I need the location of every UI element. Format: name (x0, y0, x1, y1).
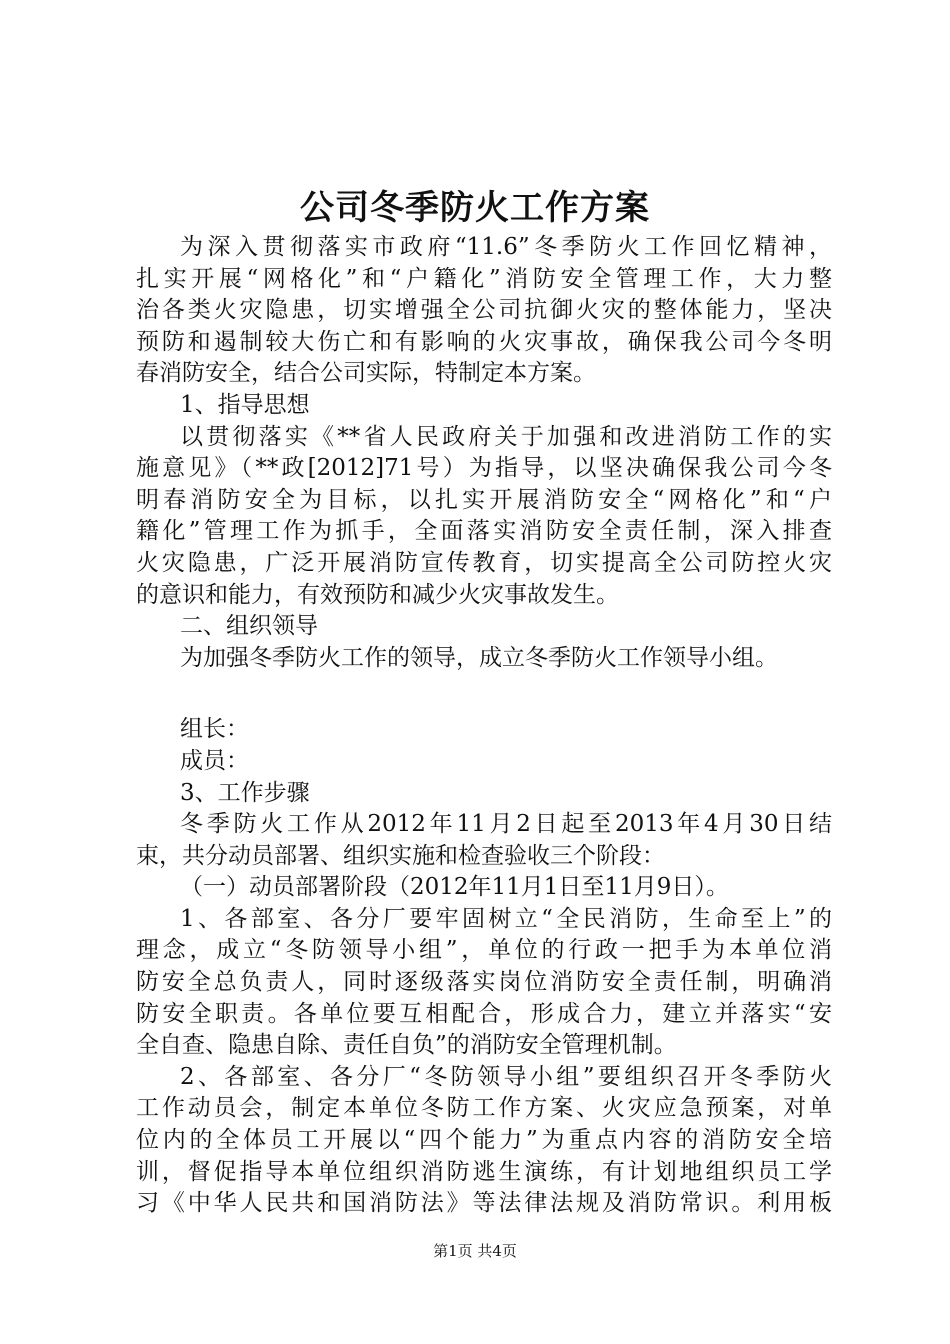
body-line: 习《中华人民共和国消防法》等法律法规及消防常识。利用板 (136, 1190, 832, 1217)
body-line: 1、各部室、各分厂要牢固树立“全民消防，生命至上”的 (180, 905, 832, 932)
body-line: 防安全总负责人，同时逐级落实岗位消防安全责任制，明确消 (136, 969, 832, 996)
group-leader-label: 组长： (180, 716, 249, 743)
page-footer: 第1页 共4页 (433, 1242, 517, 1260)
body-line: 以贯彻落实《**省人民政府关于加强和改进消防工作的实 (180, 423, 832, 450)
body-line: 工作动员会，制定本单位冬防工作方案、火灾应急预案，对单 (136, 1095, 832, 1122)
body-line: 火灾隐患，广泛开展消防宣传教育，切实提高全公司防控火灾 (136, 549, 832, 576)
body-line: 预防和遏制较大伤亡和有影响的火灾事故，确保我公司今冬明 (136, 328, 832, 355)
body-line: 全自查、隐患自除、责任自负”的消防安全管理机制。 (136, 1032, 677, 1059)
body-line: 扎实开展“网格化”和“户籍化”消防安全管理工作，大力整 (136, 265, 832, 292)
section-heading: 1、指导思想 (180, 391, 310, 418)
body-line: 春消防安全，结合公司实际，特制定本方案。 (136, 360, 596, 387)
body-line: 的意识和能力，有效预防和减少火灾事故发生。 (136, 581, 619, 608)
body-line: 2、各部室、各分厂“冬防领导小组”要组织召开冬季防火 (180, 1063, 832, 1090)
body-line: 位内的全体员工开展以“四个能力”为重点内容的消防安全培 (136, 1127, 832, 1154)
body-line: 籍化”管理工作为抓手，全面落实消防安全责任制，深入排查 (136, 518, 832, 545)
body-line: 为深入贯彻落实市政府“11.6”冬季防火工作回忆精神， (180, 234, 832, 260)
section-heading: 3、工作步骤 (180, 779, 310, 806)
blank-space (136, 674, 832, 714)
body-line: 训，督促指导本单位组织消防逃生演练，有计划地组织员工学 (136, 1158, 832, 1185)
body-line: 治各类火灾隐患，切实增强全公司抗御火灾的整体能力，坚决 (136, 297, 832, 324)
document-title: 公司冬季防火工作方案 (300, 188, 650, 228)
body-line: 明春消防安全为目标，以扎实开展消防安全“网格化”和“户 (136, 486, 832, 513)
subsection-heading: （一）动员部署阶段（2012年11月1日至11月9日）。 (180, 874, 729, 901)
body-line: 冬季防火工作从2012年11月2日起至2013年4月30日结 (180, 811, 832, 838)
body-line: 理念，成立“冬防领导小组”，单位的行政一把手为本单位消 (136, 937, 832, 964)
section-heading: 二、组织领导 (180, 613, 318, 640)
body-line: 为加强冬季防火工作的领导，成立冬季防火工作领导小组。 (180, 644, 778, 671)
body-line: 施意见》（**政[2012]71号）为指导，以坚决确保我公司今冬 (136, 455, 832, 482)
body-line: 束，共分动员部署、组织实施和检查验收三个阶段： (136, 842, 665, 869)
group-members-label: 成员： (180, 747, 249, 774)
body-line: 防安全职责。各单位要互相配合，形成合力，建立并落实“安 (136, 1000, 832, 1027)
document-body (136, 232, 832, 1220)
